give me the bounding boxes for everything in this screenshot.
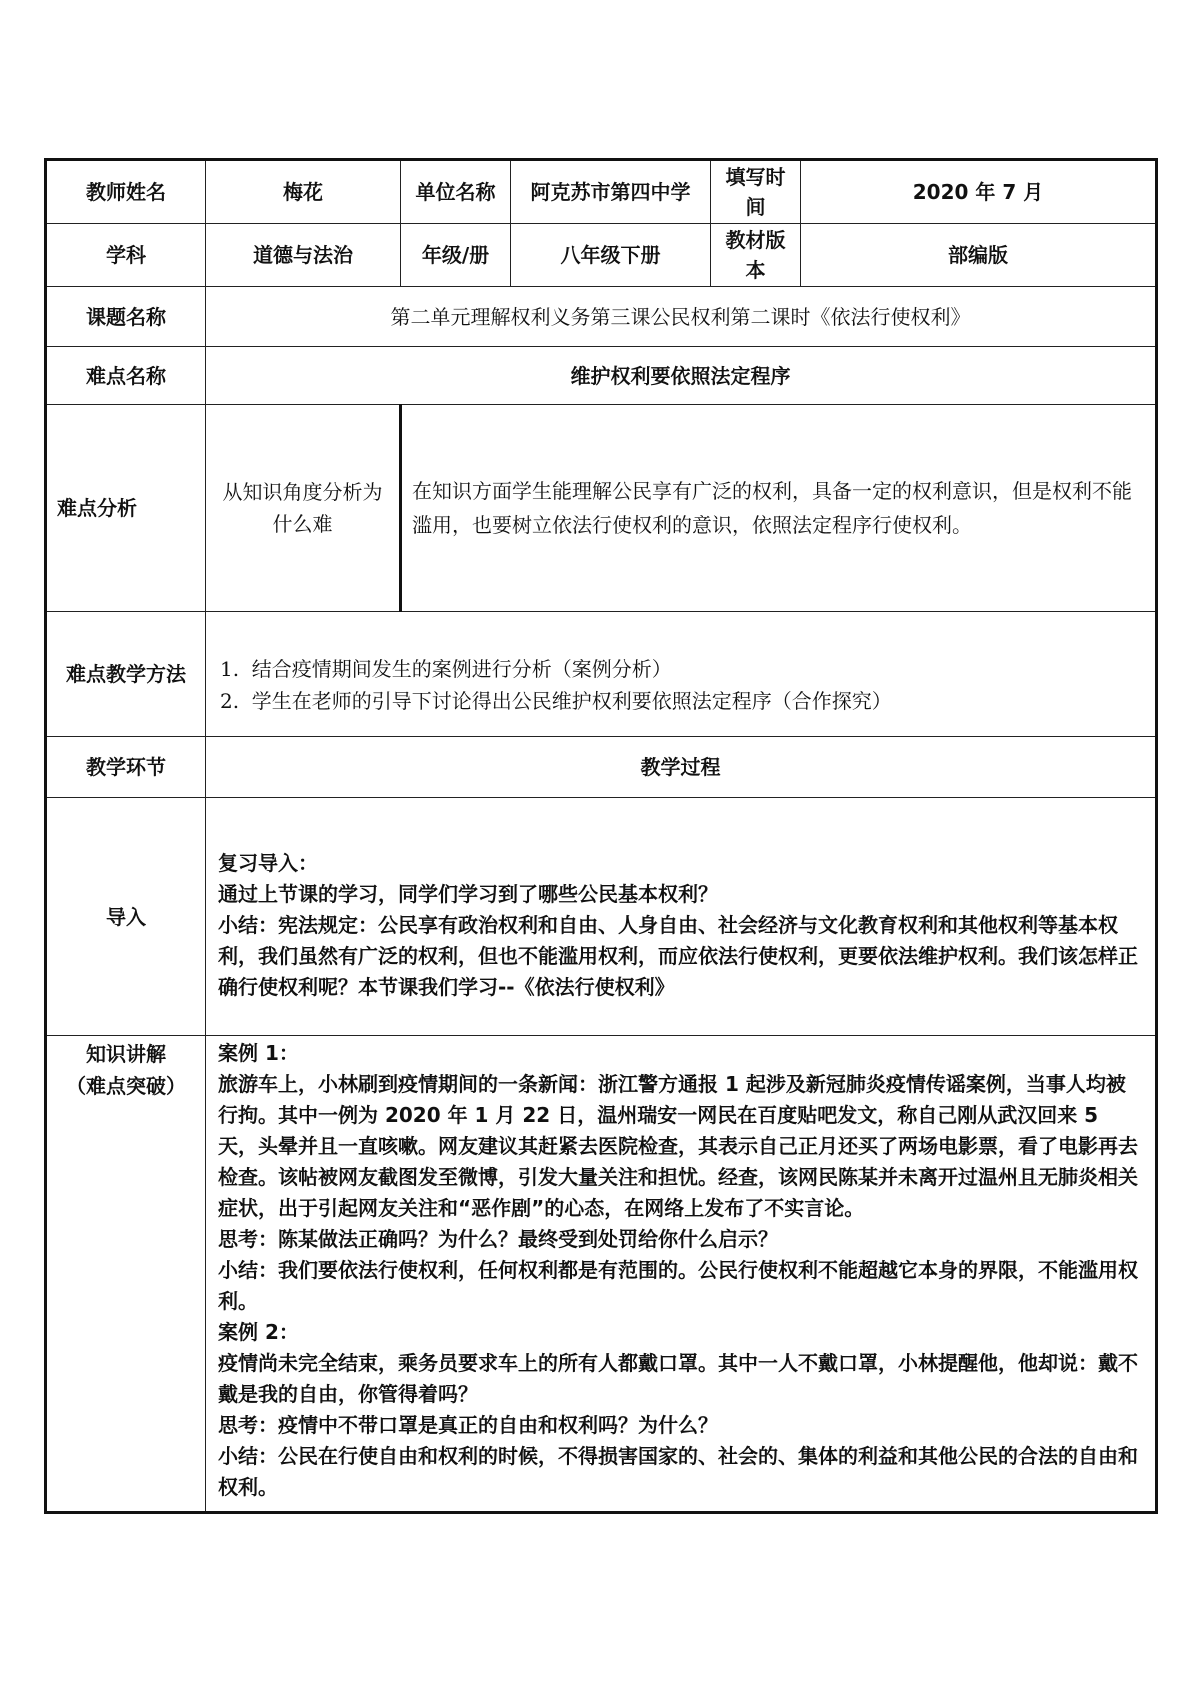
case1-summary: 小结：我们要依法行使权利，任何权利都是有范围的。公民行使权利不能超越它本身的界限，不能滥用权利。 xyxy=(218,1258,1138,1313)
difficulty-label: 难点名称 xyxy=(46,347,206,405)
topic-label: 课题名称 xyxy=(46,287,206,347)
case1-text: 旅游车上，小林刷到疫情期间的一条新闻：浙江警方通报 1 起涉及新冠肺炎疫情传谣案例，当事人均被行拘。其中一例为 2020 年 1 月 22 日，温州瑞安一网民在百度贴吧发文，称自己刚从武汉回来 5 天，头晕并且一直咳嗽。网友建议其赶紧去医院检查，其表示自己正月还买了两场电影票，看了电影再去检查。该帖被网友截图发至微博，引发大量关注和担忧。经查，该网民陈某并未离开过温州且无肺炎相关症状，出于引起网友关注和“恶作剧”的心态，在网络上发布了不实言论。 xyxy=(218,1072,1138,1220)
grade-value: 八年级下册 xyxy=(511,224,711,287)
analysis-text: 在知识方面学生能理解公民享有广泛的权利，具备一定的权利意识，但是权利不能滥用，也要树立依法行使权利的意识，依照法定程序行使权利。 xyxy=(401,405,1157,612)
lesson-plan-table xyxy=(44,158,1158,1514)
subject-value: 道德与法治 xyxy=(206,224,401,287)
teacher-value: 梅花 xyxy=(206,160,401,224)
intro-content xyxy=(206,798,1157,1036)
case2-summary: 小结：公民在行使自由和权利的时候，不得损害国家的、社会的、集体的利益和其他公民的合法的自由和权利。 xyxy=(218,1444,1138,1499)
knowledge-row xyxy=(46,1036,1157,1513)
topic-row xyxy=(46,287,1157,347)
case1-title: 案例 1： xyxy=(218,1041,299,1065)
analysis-label: 难点分析 xyxy=(46,405,206,612)
method-list xyxy=(206,612,1157,737)
grade-label: 年级/册 xyxy=(401,224,511,287)
case2-text: 疫情尚未完全结束，乘务员要求车上的所有人都戴口罩。其中一人不戴口罩，小林提醒他，他却说：戴不戴是我的自由，你管得着吗？ xyxy=(218,1351,1138,1406)
process-label: 教学过程 xyxy=(206,737,1157,798)
topic-value: 第二单元理解权利义务第三课公民权利第二课时《依法行使权利》 xyxy=(206,287,1157,347)
lesson-plan-sheet xyxy=(44,158,1155,1514)
intro-line-3: 小结：宪法规定：公民享有政治权利和自由、人身自由、社会经济与文化教育权利和其他权利等基本权利，我们虽然有广泛的权利，但也不能滥用权利，而应依法行使权利，更要依法维护权利。我们该怎样正确行使权利呢？本节课我们学习--《依法行使权利》 xyxy=(218,913,1138,999)
method-item-1: 1. 结合疫情期间发生的案例进行分析（案例分析） xyxy=(220,657,672,681)
unit-label: 单位名称 xyxy=(401,160,511,224)
method-label: 难点教学方法 xyxy=(46,612,206,737)
header-row-2 xyxy=(46,224,1157,287)
method-row xyxy=(46,612,1157,737)
edition-label: 教材版本 xyxy=(711,224,801,287)
difficulty-row xyxy=(46,347,1157,405)
case2-title: 案例 2： xyxy=(218,1320,299,1344)
case1-question: 思考：陈某做法正确吗？为什么？最终受到处罚给你什么启示？ xyxy=(218,1227,778,1251)
difficulty-value: 维护权利要依照法定程序 xyxy=(206,347,1157,405)
intro-row xyxy=(46,798,1157,1036)
intro-line-2: 通过上节课的学习，同学们学习到了哪些公民基本权利？ xyxy=(218,882,718,906)
unit-value: 阿克苏市第四中学 xyxy=(511,160,711,224)
case2-question: 思考：疫情中不带口罩是真正的自由和权利吗？为什么？ xyxy=(218,1413,718,1437)
teacher-label: 教师姓名 xyxy=(46,160,206,224)
stage-label: 教学环节 xyxy=(46,737,206,798)
edition-value: 部编版 xyxy=(801,224,1157,287)
knowledge-label: 知识讲解 xyxy=(86,1042,166,1066)
knowledge-label-cell xyxy=(46,1036,206,1513)
subject-label: 学科 xyxy=(46,224,206,287)
knowledge-content xyxy=(206,1036,1157,1513)
intro-line-1: 复习导入： xyxy=(218,851,318,875)
method-item-2: 2. 学生在老师的引导下讨论得出公民维护权利要依照法定程序（合作探究） xyxy=(220,689,892,713)
date-value: 2020 年 7 月 xyxy=(801,160,1157,224)
intro-label: 导入 xyxy=(46,798,206,1036)
analysis-row xyxy=(46,405,1157,612)
date-label: 填写时间 xyxy=(711,160,801,224)
analysis-sub-label: 从知识角度分析为什么难 xyxy=(206,405,401,612)
process-header-row xyxy=(46,737,1157,798)
header-row-1 xyxy=(46,160,1157,224)
knowledge-sub-label: （难点突破） xyxy=(66,1074,186,1098)
